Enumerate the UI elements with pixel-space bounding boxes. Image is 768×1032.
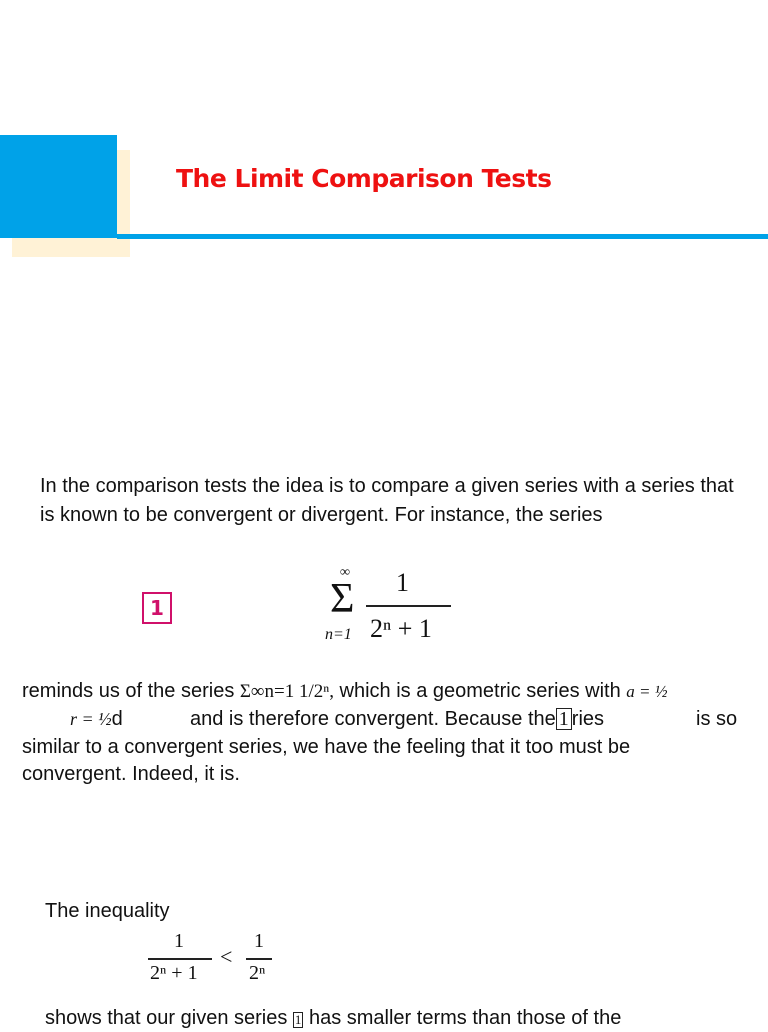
- para2-line2-end: is so: [696, 708, 738, 730]
- ineq-rhs-denominator: 2ⁿ: [249, 962, 266, 984]
- para3-text: shows that our given series: [45, 1007, 293, 1029]
- ineq-lhs-numerator: 1: [174, 930, 184, 952]
- para2-line4: convergent. Indeed, it is.: [22, 763, 240, 785]
- para2-line3: similar to a convergent series, we have the feeling that it too must be: [22, 736, 631, 758]
- inequality-intro: The inequality: [45, 900, 170, 922]
- title-underline: [117, 234, 768, 239]
- para2-line2-start: [70, 705, 123, 733]
- ineq-rhs-bar: [246, 958, 272, 960]
- slide-title: The Limit Comparison Tests: [176, 164, 552, 193]
- sum-upper-limit: ∞: [340, 565, 350, 580]
- title-accent-block: [0, 135, 117, 238]
- ratio-a-math: a = ½: [626, 682, 668, 701]
- fraction-denominator: 2ⁿ + 1: [370, 614, 432, 643]
- equation-number-badge: 1: [142, 592, 172, 624]
- para2-text: reminds us of the series: [22, 680, 240, 702]
- para2-text: ries: [571, 708, 605, 730]
- ineq-rhs-numerator: 1: [254, 930, 264, 952]
- intro-paragraph: In the comparison tests the idea is to compare a given series with a series that is known to be convergent or divergent. For instance, the series: [40, 475, 734, 526]
- ineq-less-than: <: [220, 944, 233, 969]
- equation-ref-box: 1: [294, 1012, 302, 1027]
- para2-line2-main: [190, 705, 604, 733]
- para2-text: d: [111, 708, 123, 730]
- fraction-bar: [366, 605, 451, 607]
- ineq-lhs-denominator: 2ⁿ + 1: [150, 962, 198, 984]
- para2-line1: [22, 677, 668, 706]
- ineq-lhs-bar: [148, 958, 212, 960]
- fraction-numerator: 1: [396, 568, 409, 597]
- para3-line1: [45, 1004, 621, 1032]
- para2-text: and is therefore convergent. Because the: [190, 708, 556, 730]
- geometric-series-math: Σ∞n=1 1/2ⁿ,: [239, 681, 334, 702]
- ratio-r-math: r = ½: [70, 709, 112, 729]
- sum-lower-limit: n=1: [325, 626, 352, 643]
- para2-text: which is a geometric series with: [333, 680, 627, 702]
- sigma-symbol: Σ: [330, 576, 355, 622]
- equation-ref-box: 1: [556, 708, 572, 730]
- para3-text: has smaller terms than those of the: [303, 1007, 622, 1029]
